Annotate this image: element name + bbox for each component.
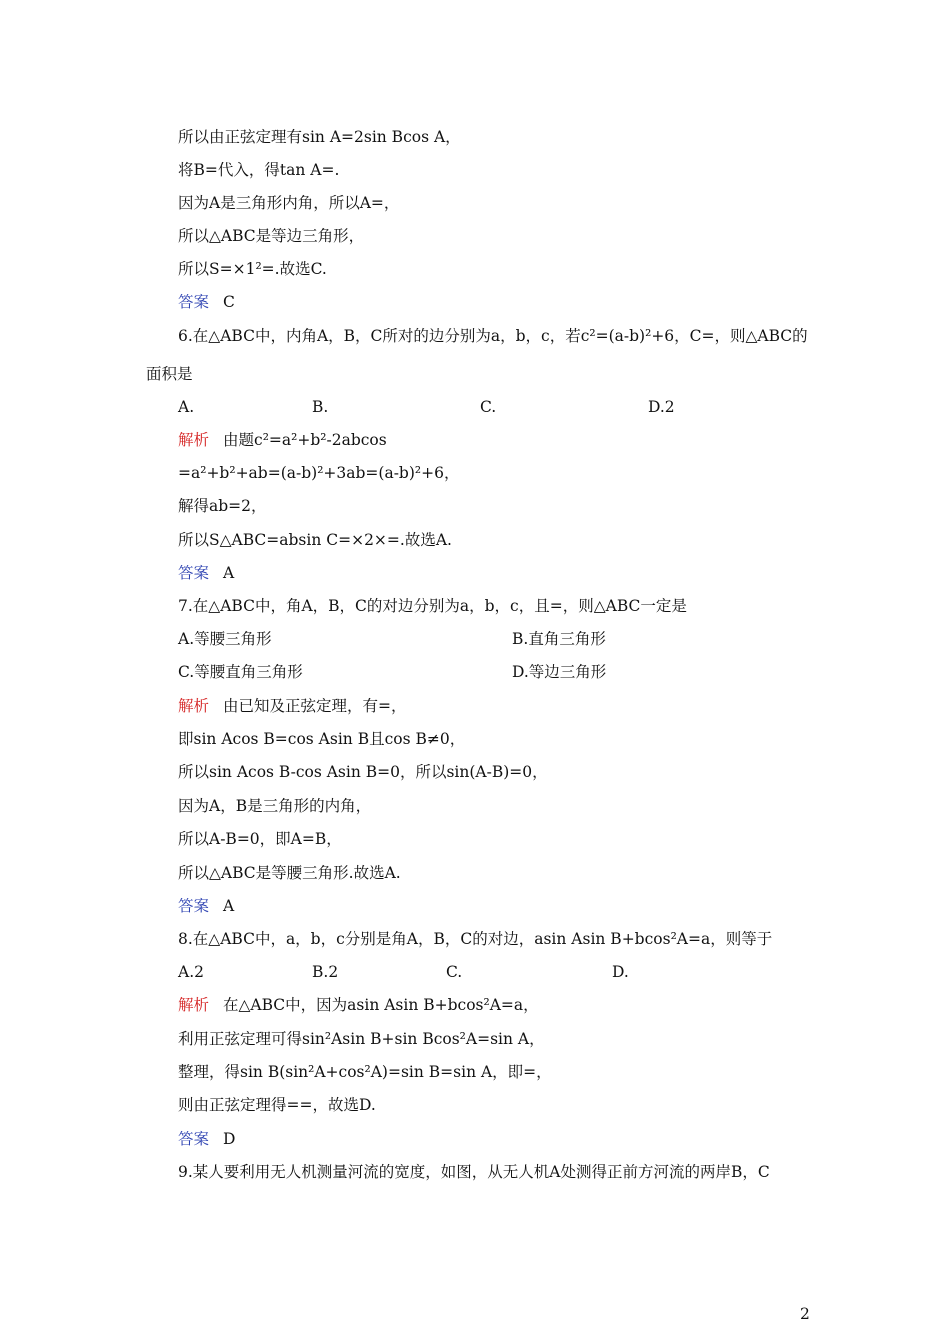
option-c: C.等腰直角三角形 xyxy=(178,663,303,681)
option-b: B.2 xyxy=(312,963,339,981)
analysis-line: 因为A，B是三角形的内角， xyxy=(178,797,372,815)
option-c: C. xyxy=(446,963,463,981)
answer-label: 答案 xyxy=(178,293,210,311)
question-stem: 6.在△ABC中，内角A，B，C所对的边分别为a，b，c，若c²=(a-b)²+6，C=，则△ABC的 xyxy=(178,327,808,345)
answer-label: 答案 xyxy=(178,564,210,582)
answer-line xyxy=(178,896,234,916)
analysis-line xyxy=(178,696,407,716)
analysis-text: 在△ABC中，因为asin Asin B+bcos²A=a， xyxy=(223,996,539,1014)
analysis-line: 解得ab=2， xyxy=(178,497,267,515)
analysis-line: 利用正弦定理可得sin²Asin B+sin Bcos²A=sin A， xyxy=(178,1030,545,1048)
question-stem: 7.在△ABC中，角A，B，C的对边分别为a，b，c，且=，则△ABC一定是 xyxy=(178,597,687,615)
option-b: B. xyxy=(312,398,329,416)
analysis-label: 解析 xyxy=(178,996,210,1014)
text-line: 所以△ABC是等边三角形， xyxy=(178,227,365,245)
option-d: D. xyxy=(612,963,629,981)
page-number: 2 xyxy=(800,1305,810,1323)
analysis-line: 所以S△ABC=absin C=×2×=.故选A. xyxy=(178,531,452,549)
analysis-label: 解析 xyxy=(178,431,210,449)
analysis-text: 由题c²=a²+b²-2abcos xyxy=(223,431,387,449)
answer-value: C xyxy=(223,293,235,311)
answer-value: A xyxy=(223,564,235,582)
answer-label: 答案 xyxy=(178,1130,210,1148)
text-line: 所以由正弦定理有sin A=2sin Bcos A， xyxy=(178,128,461,146)
analysis-label: 解析 xyxy=(178,697,210,715)
option-a: A.2 xyxy=(178,963,204,981)
answer-line xyxy=(178,563,234,583)
option-c: C. xyxy=(480,398,497,416)
analysis-line xyxy=(178,430,387,450)
question-stem: 9.某人要利用无人机测量河流的宽度，如图，从无人机A处测得正前方河流的两岸B，C xyxy=(178,1163,770,1181)
analysis-line: 整理，得sin B(sin²A+cos²A)=sin B=sin A，即=， xyxy=(178,1063,552,1081)
text-line: 将B=代入，得tan A=. xyxy=(178,161,340,179)
option-d: D.2 xyxy=(648,398,675,416)
answer-value: A xyxy=(223,897,235,915)
analysis-line: 则由正弦定理得==，故选D. xyxy=(178,1096,376,1114)
question-stem-cont: 面积是 xyxy=(146,365,193,383)
option-a: A. xyxy=(178,398,195,416)
answer-line xyxy=(178,1129,235,1149)
analysis-line: 所以A-B=0，即A=B， xyxy=(178,830,342,848)
analysis-line: =a²+b²+ab=(a-b)²+3ab=(a-b)²+6， xyxy=(178,464,460,482)
analysis-line: 所以sin Acos B-cos Asin B=0，所以sin(A-B)=0， xyxy=(178,763,548,781)
analysis-line: 即sin Acos B=cos Asin B且cos B≠0， xyxy=(178,730,466,748)
text-line: 所以S=×1²=.故选C. xyxy=(178,260,327,278)
analysis-line: 所以△ABC是等腰三角形.故选A. xyxy=(178,864,401,882)
answer-line xyxy=(178,292,235,312)
analysis-text: 由已知及正弦定理，有=， xyxy=(223,697,407,715)
answer-value: D xyxy=(223,1130,236,1148)
option-d: D.等边三角形 xyxy=(512,663,607,681)
option-b: B.直角三角形 xyxy=(512,630,606,648)
analysis-line xyxy=(178,995,539,1015)
answer-label: 答案 xyxy=(178,897,210,915)
text-line: 因为A是三角形内角，所以A=， xyxy=(178,194,400,212)
option-a: A.等腰三角形 xyxy=(178,630,272,648)
question-stem: 8.在△ABC中，a，b，c分别是角A，B，C的对边，asin Asin B+bcos²A=a，则等于 xyxy=(178,930,773,948)
